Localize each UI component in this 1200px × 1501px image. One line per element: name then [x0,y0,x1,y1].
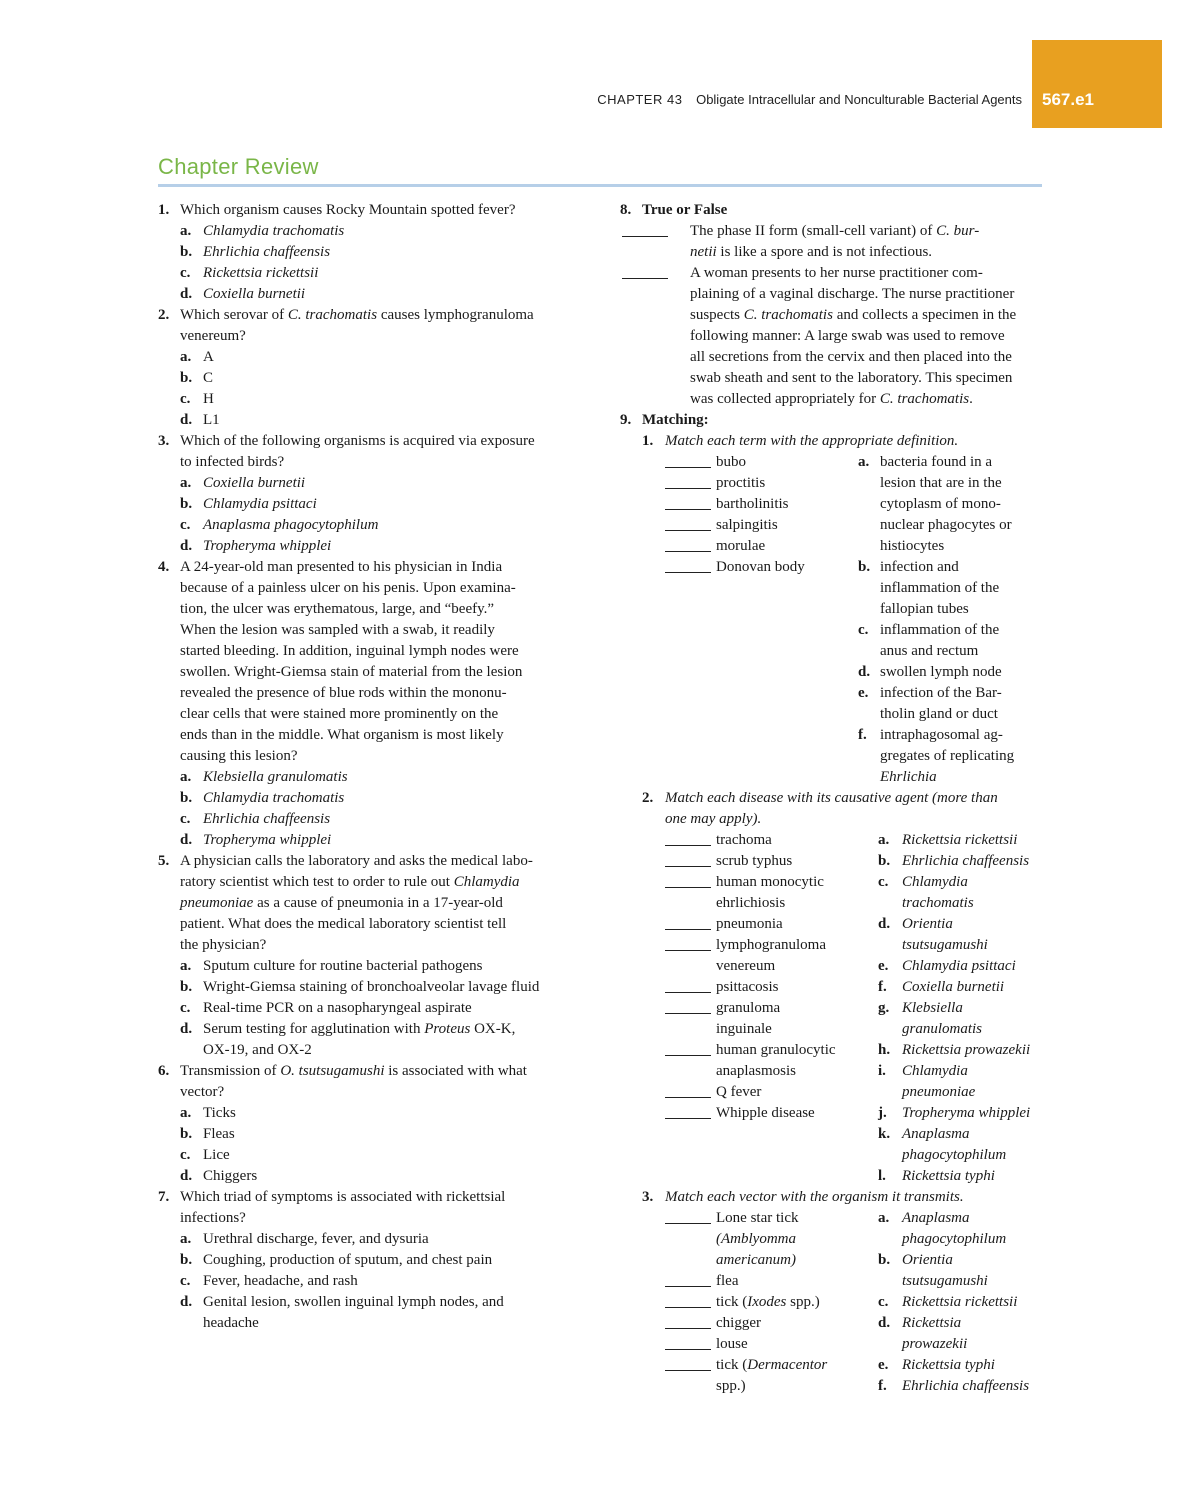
option-letter: a. [180,1231,192,1247]
match-term: ehrlichiosis [716,895,786,911]
option-letter: a. [180,769,192,785]
statement-text: all secretions from the cervix and then placed into the [690,349,1012,365]
option-letter: c. [180,811,191,827]
question-number: 5. [158,853,170,869]
statement-text: A woman presents to her nurse practitioner com- [690,265,983,281]
answer-blank[interactable] [665,455,711,468]
agent-name: tsutsugamushi [902,937,988,953]
agent-name: Anaplasma [902,1210,970,1226]
match-term: pneumonia [716,916,783,932]
answer-blank[interactable] [665,539,711,552]
question-number: 2. [158,307,170,323]
def-text: tholin gland or duct [880,706,998,722]
question-title: Matching: [642,412,709,428]
match-term: venereum [716,958,776,974]
agent-letter: f. [878,1378,887,1394]
answer-blank[interactable] [665,875,711,888]
match-number: 1. [642,433,654,449]
match-term: chigger [716,1315,761,1331]
def-text: infection of the Bar- [880,685,1002,701]
title-rule [158,184,1042,187]
def-text: gregates of replicating [880,748,1015,764]
agent-name: Chlamydia [902,874,968,890]
match-term: Lone star tick [716,1210,799,1226]
agent-name: Ehrlichia chaffeensis [902,1378,1030,1394]
question-number: 1. [158,202,170,218]
agent-name: Tropheryma whipplei [902,1105,1031,1121]
question-text: ratory scientist which test to order to rule out Chlamydia [180,874,520,890]
def-text: intraphagosomal ag- [880,727,1003,743]
agent-letter: d. [878,1315,891,1331]
match-term: morulae [716,538,766,554]
statement-text: netii is like a spore and is not infectious. [690,244,933,260]
question-number: 7. [158,1189,170,1205]
agent-name: Klebsiella [902,1000,963,1016]
question-text: When the lesion was sampled with a swab, it readily [180,622,495,638]
answer-blank[interactable] [665,917,711,930]
agent-name: Chlamydia [902,1063,968,1079]
match-term: inguinale [716,1021,772,1037]
agent-letter: c. [878,874,889,890]
answer-blank[interactable] [665,833,711,846]
option-text: Tropheryma whipplei [203,832,332,848]
option-letter: b. [180,979,193,995]
agent-name: Chlamydia psittaci [902,958,1016,974]
option-text: Tropheryma whipplei [203,538,332,554]
option-text: A [203,349,214,365]
agent-letter: k. [878,1126,891,1142]
option-letter: d. [180,1021,193,1037]
option-text: C [203,370,214,386]
agent-name: prowazekii [902,1336,968,1352]
agent-letter: a. [878,832,890,848]
answer-blank[interactable] [665,1337,711,1350]
answer-blank[interactable] [622,224,668,237]
match-term: bubo [716,454,746,470]
option-letter: d. [180,538,193,554]
match-instruction: Match each term with the appropriate definition. [665,433,959,449]
option-text: Coxiella burnetii [203,286,306,302]
option-text: Chlamydia trachomatis [203,790,345,806]
answer-blank[interactable] [665,1001,711,1014]
option-text: Lice [203,1147,230,1163]
statement-text: following manner: A large swab was used to remove [690,328,1005,344]
option-letter: b. [180,1252,193,1268]
agent-name: Orientia [902,916,953,932]
option-letter: a. [180,349,192,365]
question-number: 8. [620,202,632,218]
agent-name: Rickettsia rickettsii [902,832,1018,848]
answer-blank[interactable] [665,1295,711,1308]
option-letter: d. [180,1168,193,1184]
question-text: the physician? [180,937,267,953]
agent-name: phagocytophilum [902,1231,1007,1247]
option-text: Klebsiella granulomatis [203,769,348,785]
question-text: started bleeding. In addition, inguinal lymph nodes were [180,643,519,659]
def-text: bacteria found in a [880,454,993,470]
option-letter: c. [180,517,191,533]
option-letter: c. [180,1000,191,1016]
option-text: Chlamydia psittaci [203,496,317,512]
question-text: clear cells that were stained more prominently on the [180,706,499,722]
option-letter: c. [180,265,191,281]
def-letter: f. [858,727,867,743]
agent-name: tsutsugamushi [902,1273,988,1289]
option-text: Fever, headache, and rash [203,1273,358,1289]
agent-letter: b. [878,853,891,869]
question-text: venereum? [180,328,246,344]
option-text: Chiggers [203,1168,258,1184]
agent-name: Coxiella burnetii [902,979,1005,995]
option-letter: c. [180,391,191,407]
def-letter: d. [858,664,871,680]
option-letter: a. [180,475,192,491]
agent-letter: j. [878,1105,887,1121]
agent-letter: c. [878,1294,889,1310]
answer-blank[interactable] [665,1106,711,1119]
def-letter: e. [858,685,869,701]
question-text: Transmission of O. tsutsugamushi is associated with what [180,1063,527,1079]
def-text: inflammation of the [880,580,1000,596]
agent-name: Ehrlichia chaffeensis [902,853,1030,869]
agent-name: Rickettsia typhi [902,1168,995,1184]
def-text: anus and rectum [880,643,979,659]
def-text: nuclear phagocytes or [880,517,1012,533]
option-text: Coxiella burnetii [203,475,306,491]
match-term: anaplasmosis [716,1063,796,1079]
def-text: lesion that are in the [880,475,1002,491]
agent-name: Orientia [902,1252,953,1268]
option-text: OX-19, and OX-2 [203,1042,312,1058]
option-letter: b. [180,370,193,386]
question-text: patient. What does the medical laboratory scientist tell [180,916,507,932]
agent-letter: e. [878,958,889,974]
def-text: infection and [880,559,959,575]
option-letter: b. [180,1126,193,1142]
agent-letter: e. [878,1357,889,1373]
answer-blank[interactable] [665,1043,711,1056]
agent-letter: l. [878,1168,886,1184]
agent-letter: g. [878,1000,890,1016]
option-text: Rickettsia rickettsii [203,265,319,281]
answer-blank[interactable] [622,266,668,279]
agent-letter: i. [878,1063,886,1079]
agent-name: trachomatis [902,895,974,911]
agent-letter: h. [878,1042,891,1058]
match-term: Q fever [716,1084,762,1100]
option-text: Anaplasma phagocytophilum [203,517,379,533]
match-term: americanum) [716,1252,796,1268]
match-term: human monocytic [716,874,824,890]
agent-name: Rickettsia rickettsii [902,1294,1018,1310]
agent-name: Anaplasma [902,1126,970,1142]
option-text: L1 [203,412,220,428]
question-text: revealed the presence of blue rods within the mononu- [180,685,507,701]
def-text: histiocytes [880,538,945,554]
question-text: causing this lesion? [180,748,298,764]
question-text: because of a painless ulcer on his penis. Upon examina- [180,580,516,596]
match-number: 3. [642,1189,654,1205]
match-term: bartholinitis [716,496,789,512]
statement-text: was collected appropriately for C. trachomatis. [690,391,973,407]
option-text: Ehrlichia chaffeensis [203,244,331,260]
question-text: infections? [180,1210,246,1226]
agent-name: Rickettsia prowazekii [902,1042,1031,1058]
answer-blank[interactable] [665,1085,711,1098]
option-letter: d. [180,412,193,428]
statement-text: suspects C. trachomatis and collects a specimen in the [690,307,1017,323]
match-term: lymphogranuloma [716,937,826,953]
page-number-tab [1032,40,1162,128]
match-term: flea [716,1273,739,1289]
question-text: ends than in the middle. What organism is most likely [180,727,504,743]
question-text: Which organism causes Rocky Mountain spotted fever? [180,202,516,218]
option-text: Ehrlichia chaffeensis [203,811,331,827]
question-number: 4. [158,559,170,575]
option-text: Ticks [203,1105,236,1121]
answer-blank[interactable] [665,497,711,510]
def-letter: a. [858,454,870,470]
question-text: Which serovar of C. trachomatis causes lymphogranuloma [180,307,534,323]
question-text: vector? [180,1084,225,1100]
option-text: Urethral discharge, fever, and dysuria [203,1231,429,1247]
question-text: pneumoniae as a cause of pneumonia in a 17-year-old [180,895,503,911]
section-title: Chapter Review [158,154,319,179]
option-letter: b. [180,244,193,260]
question-number: 9. [620,412,632,428]
match-term: tick (Ixodes spp.) [716,1294,820,1310]
option-letter: a. [180,223,192,239]
agent-letter: d. [878,916,891,932]
question-text: tion, the ulcer was erythematous, large, and “beefy.” [180,601,495,617]
option-text: H [203,391,214,407]
def-text: cytoplasm of mono- [880,496,1001,512]
agent-name: granulomatis [902,1021,983,1037]
match-term: psittacosis [716,979,779,995]
def-text: swollen lymph node [880,664,1002,680]
match-term: proctitis [716,475,766,491]
option-letter: c. [180,1147,191,1163]
option-text: Genital lesion, swollen inguinal lymph nodes, and [203,1294,504,1310]
question-number: 3. [158,433,170,449]
match-term: salpingitis [716,517,778,533]
option-letter: d. [180,286,193,302]
def-text: inflammation of the [880,622,1000,638]
option-letter: c. [180,1273,191,1289]
def-text: Ehrlichia [880,769,937,785]
option-text: Chlamydia trachomatis [203,223,345,239]
agent-name: Rickettsia typhi [902,1357,995,1373]
running-header [597,92,1022,107]
option-text: Wright-Giemsa staining of bronchoalveolar lavage fluid [203,979,540,995]
agent-name: pneumoniae [902,1084,976,1100]
match-term: Donovan body [716,559,805,575]
option-text: Sputum culture for routine bacterial pathogens [203,958,483,974]
answer-blank[interactable] [665,476,711,489]
question-text: A physician calls the laboratory and asks the medical labo- [180,853,533,869]
question-text: Which triad of symptoms is associated with rickettsial [180,1189,506,1205]
answer-blank[interactable] [665,854,711,867]
option-letter: a. [180,1105,192,1121]
match-term: human granulocytic [716,1042,836,1058]
answer-blank[interactable] [665,560,711,573]
match-term: scrub typhus [716,853,793,869]
question-text: swollen. Wright-Giemsa stain of material from the lesion [180,664,523,680]
answer-blank[interactable] [665,1358,711,1371]
match-term: tick (Dermacentor [716,1357,828,1373]
answer-blank[interactable] [665,1211,711,1224]
option-letter: b. [180,496,193,512]
chapter-title: Obligate Intracellular and Nonculturable Bacterial Agents [696,92,1022,107]
option-letter: d. [180,1294,193,1310]
answer-blank[interactable] [665,938,711,951]
option-text: Coughing, production of sputum, and chest pain [203,1252,493,1268]
chapter-label: CHAPTER 43 [597,92,683,107]
match-term: trachoma [716,832,772,848]
agent-name: phagocytophilum [902,1147,1007,1163]
answer-blank[interactable] [665,518,711,531]
question-text: Which of the following organisms is acquired via exposure [180,433,535,449]
statement-text: swab sheath and sent to the laboratory. This specimen [690,370,1013,386]
def-letter: c. [858,622,869,638]
option-letter: d. [180,832,193,848]
answer-blank[interactable] [665,1274,711,1287]
question-text: to infected birds? [180,454,285,470]
def-letter: b. [858,559,871,575]
match-instruction: Match each disease with its causative agent (more than [665,790,998,806]
option-letter: a. [180,958,192,974]
option-letter: b. [180,790,193,806]
agent-letter: a. [878,1210,890,1226]
statement-text: The phase II form (small-cell variant) of C. bur- [690,223,980,239]
answer-blank[interactable] [665,980,711,993]
agent-letter: b. [878,1252,891,1268]
page-number: 567.e1 [1042,90,1094,109]
option-text: Serum testing for agglutination with Proteus OX-K, [203,1021,516,1037]
match-term: Whipple disease [716,1105,815,1121]
match-term: louse [716,1336,748,1352]
match-instruction: one may apply). [665,811,762,827]
answer-blank[interactable] [665,1316,711,1329]
match-term: spp.) [716,1378,746,1394]
question-text: A 24-year-old man presented to his physician in India [180,559,503,575]
option-text: Fleas [203,1126,235,1142]
match-term: (Amblyomma [716,1231,796,1247]
statement-text: plaining of a vaginal discharge. The nurse practitioner [690,286,1015,302]
option-text: headache [203,1315,259,1331]
match-term: granuloma [716,1000,781,1016]
agent-name: Rickettsia [902,1315,962,1331]
match-instruction: Match each vector with the organism it transmits. [665,1189,964,1205]
agent-letter: f. [878,979,887,995]
question-title: True or False [642,202,728,218]
match-number: 2. [642,790,654,806]
question-number: 6. [158,1063,170,1079]
def-text: fallopian tubes [880,601,969,617]
option-text: Real-time PCR on a nasopharyngeal aspirate [203,1000,472,1016]
